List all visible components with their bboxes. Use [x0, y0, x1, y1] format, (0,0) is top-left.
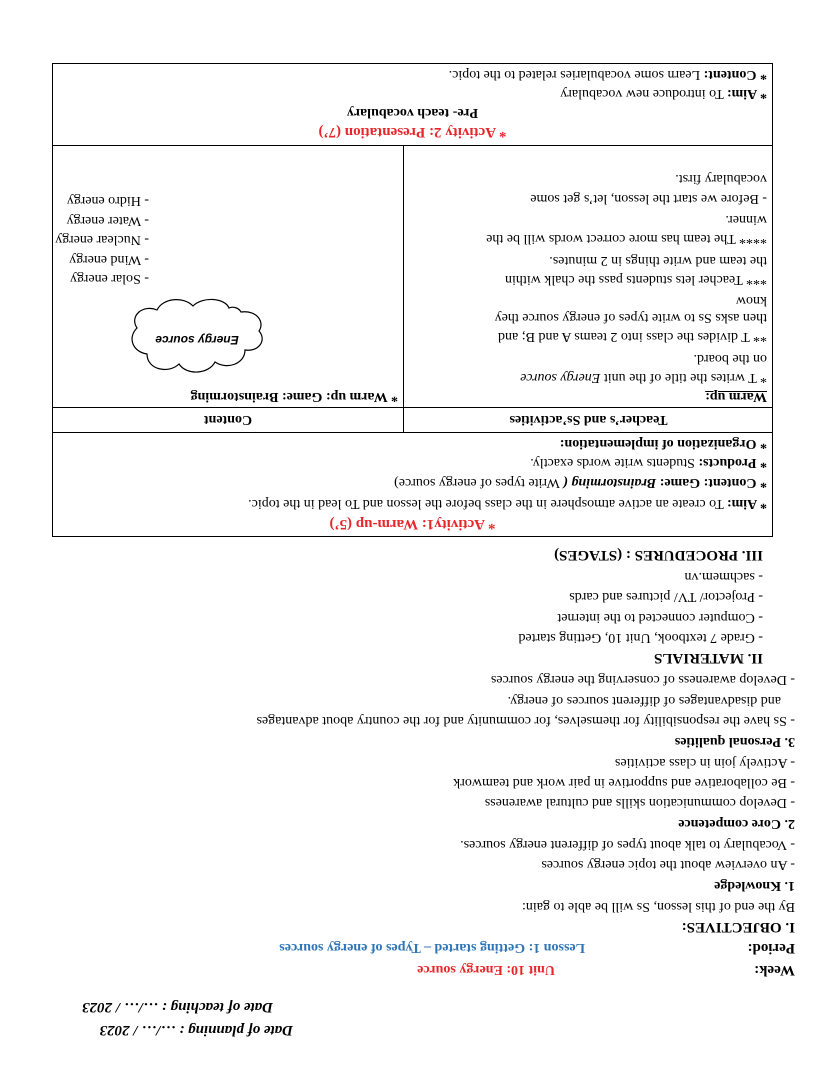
- unit-title: Unit 10: Energy source: [417, 962, 555, 977]
- activity2-content: [449, 66, 767, 82]
- aim-text: To create an active atmosphere in the class before the lesson and To lead in the topic.: [248, 496, 727, 511]
- objectives-intro: By the end of this lesson, Ss will be able to gain:: [522, 899, 795, 914]
- materials-item: - Computer connected to the internet: [557, 610, 763, 625]
- personal-item: - Develop awareness of conserving the energy sources: [490, 672, 795, 687]
- knowledge-item: - An overview about the topic energy sources: [541, 857, 795, 872]
- table-row-divider: [52, 432, 773, 433]
- activity-line: vocabulary first.: [675, 171, 767, 186]
- table-col-divider: [403, 146, 404, 433]
- activity-line: - Before we start the lesson, let’s get some: [530, 191, 767, 206]
- personal-item: - Ss have the responsibility for themselves, for community and for the country about advantages: [256, 713, 795, 728]
- organization-heading: * Organization of implementation:: [559, 436, 767, 451]
- activity-line: on the board.: [693, 351, 767, 366]
- period-label: Period:: [747, 940, 795, 956]
- energy-item: - Water energy: [66, 213, 149, 228]
- aim-label: * Aim:: [726, 86, 767, 101]
- knowledge-item: - Vocabulary to talk about types of different energy sources.: [460, 837, 795, 852]
- products-text: Students write words exactly.: [530, 455, 699, 470]
- lesson-title: Lesson 1: Getting started – Types of energy sources: [279, 940, 585, 955]
- activity1-products: [530, 454, 767, 470]
- content-text: Write types of energy source): [394, 475, 560, 490]
- aim-label: * Aim:: [726, 496, 767, 511]
- personal-item: and disadvantages of different sources of energy.: [507, 693, 781, 708]
- core-competence-heading: 2. Core competence: [678, 816, 795, 831]
- content-text: Learn some vocabularies related to the topic.: [448, 67, 704, 82]
- objectives-heading: I. OBJECTIVES:: [681, 919, 795, 935]
- activity1-aim: [248, 495, 767, 511]
- materials-item: - Projector/ TV/ pictures and cards: [569, 589, 763, 604]
- line-text: * T writes the title of the unit: [600, 370, 767, 385]
- warmup-game-heading: * Warm up: Game: Brainstorming: [190, 389, 398, 404]
- content-label: * Content:: [703, 67, 767, 82]
- core-item: - Actively join in class activities: [614, 755, 795, 770]
- procedures-heading: III. PROCEDURES : (STAGES): [554, 547, 763, 563]
- materials-item: - Grade 7 textbook, Unit 10, Getting started: [518, 630, 763, 645]
- activity2-title: [0, 123, 825, 140]
- activity2-title-text: * Activity 2: Presentation (7’): [318, 124, 507, 140]
- col-header-content: Content: [203, 412, 253, 427]
- warmup-heading: Warm up:: [705, 389, 767, 404]
- materials-item: - sachmem.vn: [684, 569, 763, 584]
- energy-item: - Hidro energy: [66, 193, 149, 208]
- cloud-label: Energy source: [155, 333, 239, 347]
- aim-text: To introduce new vocabulary: [560, 86, 727, 101]
- energy-item: - Wind energy: [69, 252, 149, 267]
- content-label: * Content: Game:: [656, 475, 767, 490]
- products-label: * Products:: [698, 455, 767, 470]
- personal-qualities-heading: 3. Personal qualities: [674, 734, 795, 749]
- activity-line: ** T divides the class into 2 teams A and B; and: [498, 329, 767, 344]
- week-label: Week:: [754, 962, 795, 978]
- table-row-divider: [52, 145, 773, 146]
- activity-line: know: [735, 293, 767, 308]
- date-of-planning: Date of planning : …/… / 2023: [99, 1022, 293, 1038]
- cloud-shape: [127, 294, 267, 380]
- activity-line: the team and write things in 2 minutes.: [549, 253, 767, 268]
- activity-line: winner.: [725, 212, 767, 227]
- activity-line: then asks Ss to write types of energy source they: [494, 310, 767, 325]
- activity1-title-text: * Activity1: Warm-up (5’): [329, 516, 496, 532]
- activity-line: [520, 369, 767, 385]
- col-header-activities: Teacher’s and Ss’activities: [509, 412, 668, 427]
- line-text-italic: Energy source: [520, 370, 601, 385]
- table-row-divider: [52, 407, 773, 408]
- energy-item: - Nuclear energy: [55, 232, 149, 247]
- core-item: - Be collaborative and supportive in pair work and teamwork: [453, 775, 795, 790]
- materials-heading: II. MATERIALS: [654, 650, 763, 666]
- date-of-teaching: Date of teaching : …/… / 2023: [82, 999, 273, 1015]
- knowledge-heading: 1. Knowledge: [714, 878, 795, 893]
- activity-line: **** The team has more correct words will be the: [486, 231, 767, 246]
- activity2-aim: [560, 85, 767, 101]
- activity1-title: [0, 515, 825, 532]
- activity2-subtitle: Pre- teach vocabulary: [346, 105, 479, 120]
- energy-item: - Solar energy: [69, 271, 149, 286]
- activity1-content: [394, 474, 767, 490]
- content-game: Brainstorming (: [559, 475, 657, 490]
- core-item: - Develop communication skills and cultural awareness: [484, 795, 795, 810]
- activity-line: *** Teacher lets students pass the chalk within: [505, 272, 767, 287]
